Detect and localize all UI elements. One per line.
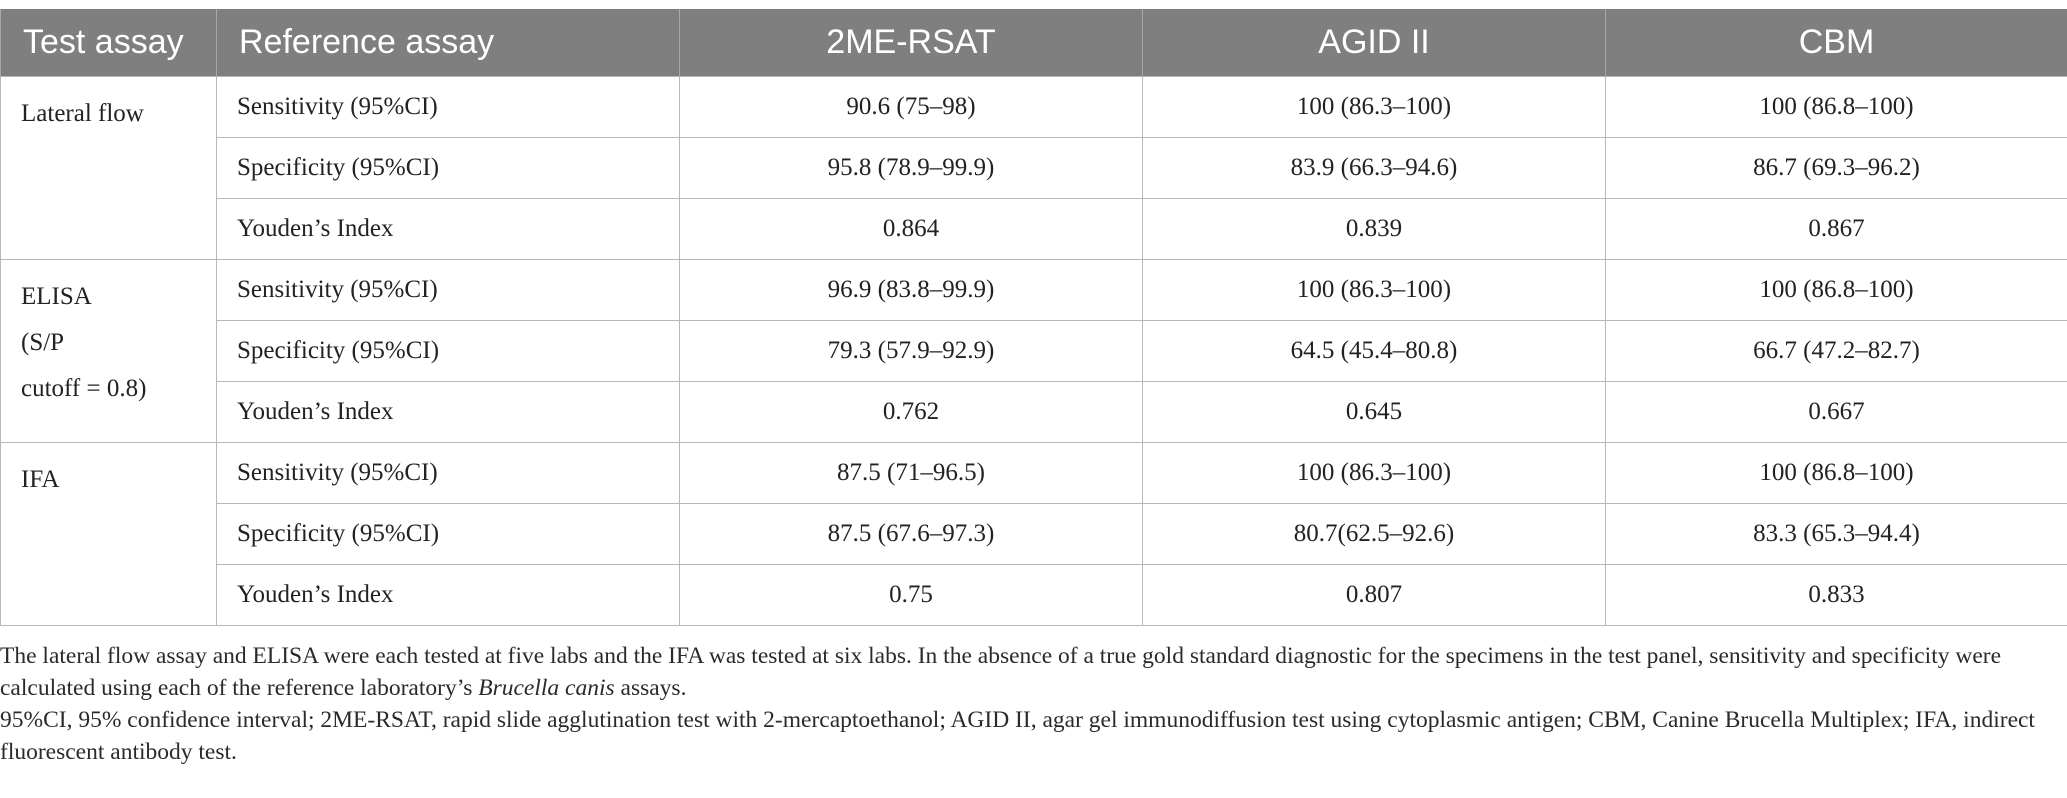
results-table-container	[0, 9, 2067, 626]
header-test-assay: Test assay	[1, 9, 217, 77]
header-2me-rsat: 2ME-RSAT	[680, 9, 1143, 77]
table-row	[1, 504, 2067, 565]
footnote-methods	[0, 640, 2050, 704]
header-row	[1, 9, 2067, 77]
footnote-organism-name: Brucella canis	[478, 675, 615, 701]
header-agid-ii: AGID II	[1143, 9, 1606, 77]
table-row	[1, 382, 2067, 443]
value-cell: 0.807	[1143, 565, 1606, 626]
test-assay-elisa	[1, 260, 217, 443]
footnote-abbreviations: 95%CI, 95% confidence interval; 2ME-RSAT, rapid slide agglutination test with 2-mercaptoethanol; AGID II, agar gel immunodiffusion test using cytoplasmic antigen; CBM, Canine Brucella Multiplex; IFA, indirect fluorescent antibody test.	[0, 707, 2035, 765]
metric-label: Specificity (95%CI)	[217, 504, 680, 565]
value-cell: 83.9 (66.3–94.6)	[1143, 138, 1606, 199]
value-cell: 0.839	[1143, 199, 1606, 260]
value-cell: 100 (86.8–100)	[1606, 443, 2067, 504]
test-assay-name: IFA	[21, 466, 60, 493]
results-table	[0, 9, 2067, 626]
footnote-methods-end: assays.	[614, 675, 687, 701]
table-footnotes	[0, 640, 2050, 768]
metric-label: Sensitivity (95%CI)	[217, 77, 680, 138]
test-assay-lateral-flow	[1, 77, 217, 260]
value-cell: 66.7 (47.2–82.7)	[1606, 321, 2067, 382]
value-cell: 0.645	[1143, 382, 1606, 443]
value-cell: 87.5 (67.6–97.3)	[680, 504, 1143, 565]
value-cell: 79.3 (57.9–92.9)	[680, 321, 1143, 382]
metric-label: Youden’s Index	[217, 565, 680, 626]
metric-label: Youden’s Index	[217, 199, 680, 260]
table-row	[1, 138, 2067, 199]
table-row	[1, 443, 2067, 504]
value-cell: 95.8 (78.9–99.9)	[680, 138, 1143, 199]
value-cell: 100 (86.3–100)	[1143, 77, 1606, 138]
metric-label: Specificity (95%CI)	[217, 138, 680, 199]
header-reference-assay: Reference assay	[217, 9, 680, 77]
metric-label: Specificity (95%CI)	[217, 321, 680, 382]
value-cell: 90.6 (75–98)	[680, 77, 1143, 138]
test-assay-name: Lateral flow	[21, 100, 144, 127]
metric-label: Sensitivity (95%CI)	[217, 260, 680, 321]
value-cell: 0.667	[1606, 382, 2067, 443]
value-cell: 100 (86.3–100)	[1143, 260, 1606, 321]
test-assay-name: ELISA	[21, 283, 92, 310]
test-assay-name-line: (S/P	[21, 329, 65, 356]
test-assay-ifa	[1, 443, 217, 626]
table-body	[1, 77, 2067, 626]
value-cell: 0.833	[1606, 565, 2067, 626]
header-cbm: CBM	[1606, 9, 2067, 77]
value-cell: 0.75	[680, 565, 1143, 626]
table-header	[1, 9, 2067, 77]
table-row	[1, 77, 2067, 138]
value-cell: 96.9 (83.8–99.9)	[680, 260, 1143, 321]
value-cell: 87.5 (71–96.5)	[680, 443, 1143, 504]
table-row	[1, 565, 2067, 626]
metric-label: Sensitivity (95%CI)	[217, 443, 680, 504]
test-assay-name-line: cutoff = 0.8)	[21, 375, 147, 402]
value-cell: 100 (86.8–100)	[1606, 260, 2067, 321]
value-cell: 100 (86.3–100)	[1143, 443, 1606, 504]
value-cell: 0.864	[680, 199, 1143, 260]
value-cell: 0.762	[680, 382, 1143, 443]
metric-label: Youden’s Index	[217, 382, 680, 443]
value-cell: 86.7 (69.3–96.2)	[1606, 138, 2067, 199]
value-cell: 0.867	[1606, 199, 2067, 260]
value-cell: 83.3 (65.3–94.4)	[1606, 504, 2067, 565]
value-cell: 80.7(62.5–92.6)	[1143, 504, 1606, 565]
table-row	[1, 199, 2067, 260]
value-cell: 64.5 (45.4–80.8)	[1143, 321, 1606, 382]
value-cell: 100 (86.8–100)	[1606, 77, 2067, 138]
footnote-methods-text: The lateral flow assay and ELISA were each tested at five labs and the IFA was tested at six labs. In the absence of a true gold standard diagnostic for the specimens in the test panel, sensitivity and specificity were calculated using each of the reference laboratory’s	[0, 643, 2001, 701]
table-row	[1, 260, 2067, 321]
table-row	[1, 321, 2067, 382]
